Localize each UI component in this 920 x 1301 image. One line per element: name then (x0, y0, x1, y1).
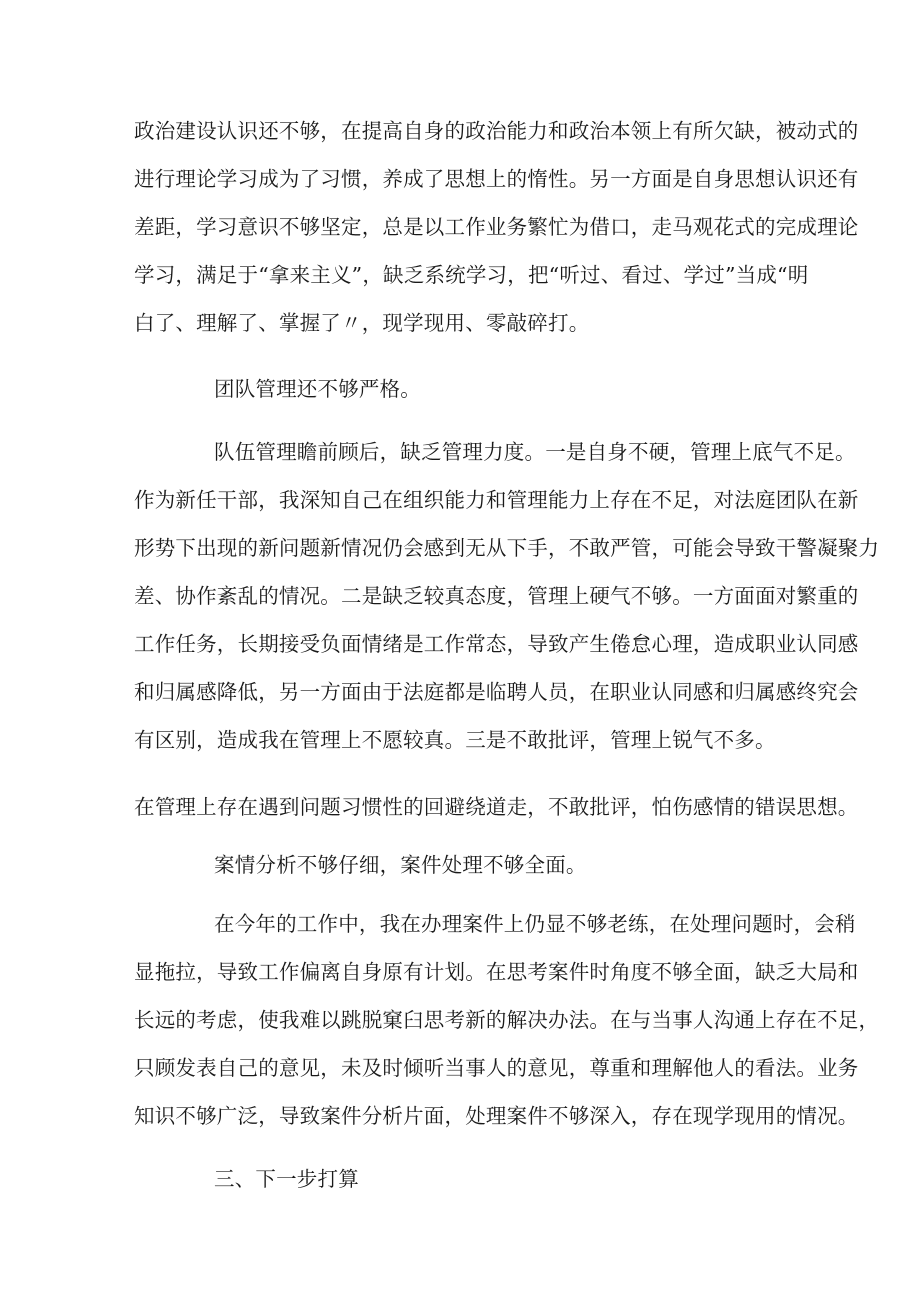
paragraph-line: 队伍管理瞻前顾后，缺乏管理力度。一是自身不硬，管理上底气不足。 (214, 440, 856, 464)
paragraph-team-management (134, 438, 880, 774)
heading-next-steps: 三、下一步打算 (214, 1167, 359, 1191)
paragraph-line: 工作任务，长期接受负面情绪是工作常态，导致产生倦怠心理，造成职业认同感 (134, 632, 859, 656)
paragraph-line: 白了、理解了、掌握了〃，现学现用、零敲碎打。 (134, 311, 590, 335)
paragraph-line: 知识不够广泛，导致案件分析片面，处理案件不够深入，存在现学现用的情况。 (134, 1104, 859, 1128)
paragraph-political-study (134, 117, 859, 357)
paragraph-line: 在管理上存在遇到问题习惯性的回避绕道走，不敢批评，怕伤感情的错误思想。 (134, 795, 859, 819)
paragraph-line: 学习，满足于“拿来主义”，缺乏系统学习，把“听过、看过、学过”当成“明 (134, 263, 809, 287)
paragraph-line: 差距，学习意识不够坚定，总是以工作业务繁忙为借口，走马观花式的完成理论 (134, 215, 859, 239)
paragraph-line: 进行理论学习成为了习惯，养成了思想上的惰性。另一方面是自身思想认识还有 (134, 167, 859, 191)
paragraph-line: 和归属感降低，另一方面由于法庭都是临聘人员，在职业认同感和归属感终究会 (134, 680, 859, 704)
paragraph-line: 差、协作紊乱的情况。二是缺乏较真态度，管理上硬气不够。一方面面对繁重的 (134, 584, 859, 608)
paragraph-line: 作为新任干部，我深知自己在组织能力和管理能力上存在不足，对法庭团队在新 (134, 488, 859, 512)
paragraph-line: 形势下出现的新问题新情况仍会感到无从下手，不敢严管，可能会导致干警凝聚力 (134, 536, 880, 560)
paragraph-line: 显拖拉，导致工作偏离自身原有计划。在思考案件时角度不够全面，缺乏大局和 (134, 960, 859, 984)
paragraph-line: 政治建设认识还不够，在提高自身的政治能力和政治本领上有所欠缺，被动式的 (134, 119, 859, 143)
paragraph-line: 长远的考虑，使我难以跳脱窠臼思考新的解决办法。在与当事人沟通上存在不足， (134, 1008, 880, 1032)
paragraph-line: 在今年的工作中，我在办理案件上仍显不够老练，在处理问题时，会稍 (214, 912, 856, 936)
paragraph-line: 有区别，造成我在管理上不愿较真。三是不敢批评，管理上锐气不多。 (134, 728, 776, 752)
paragraph-case-handling (134, 910, 880, 1150)
heading-case-analysis: 案情分析不够仔细，案件处理不够全面。 (214, 853, 587, 877)
heading-team-management: 团队管理还不够严格。 (214, 377, 421, 401)
paragraph-line: 只顾发表自己的意见，未及时倾听当事人的意见，尊重和理解他人的看法。业务 (134, 1056, 859, 1080)
paragraph-avoidance (134, 793, 859, 841)
